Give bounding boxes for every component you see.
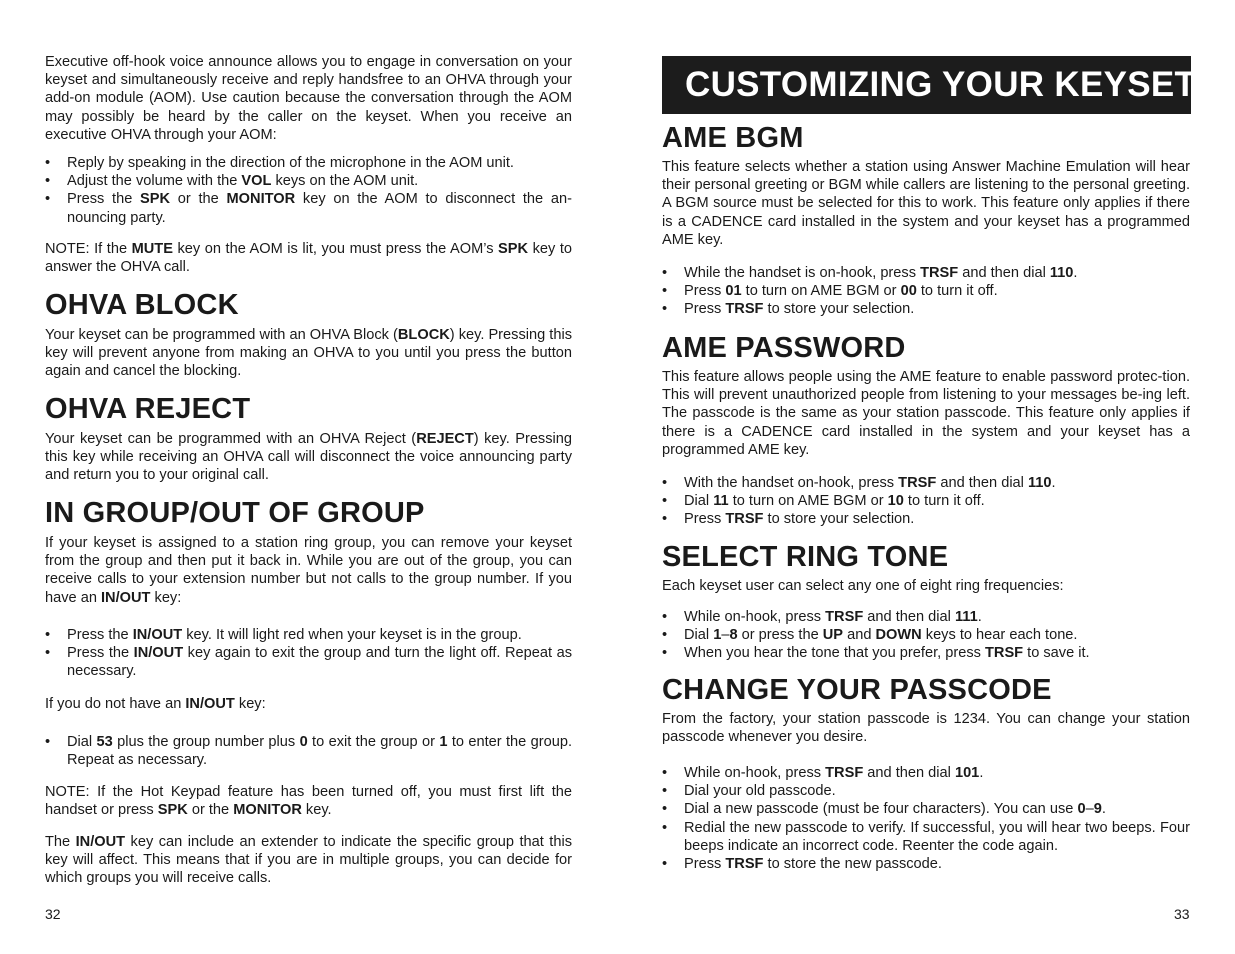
ohva-reject-heading: OHVA REJECT (45, 393, 251, 425)
key-name: 101 (954, 765, 980, 781)
hot-keypad-note: NOTE: If the Hot Keypad feature has been turned off, you must first lift the handset or press SPK or the MONITOR key. (45, 784, 572, 819)
key-name: IN/OUT (132, 627, 183, 643)
key-name: IN/OUT (75, 834, 126, 850)
ohva-block-heading: OHVA BLOCK (45, 289, 239, 321)
key-name: IN/OUT (133, 645, 184, 662)
section-banner (662, 56, 1197, 114)
key-name: TRSF (725, 511, 764, 528)
bullet-dot-icon: • (45, 173, 51, 190)
bullet-item: • When you hear the tone that you prefer, press TRSF to save it. (662, 645, 1090, 662)
key-name: 9 (1093, 801, 1102, 818)
ame-bgm-steps (662, 264, 1190, 319)
ame-bgm-body: This feature selects whether a station using Answer Machine Emulation will hear their personal greeting or BGM while callers are listening to the personal greeting. A BGM source must be selected for this to work. This feature only applies if there is a CADENCE card installed in the system and your keyset has a programmed AME key. (662, 159, 1190, 248)
extender-paragraph: The IN/OUT key can include an extender to indicate the specific group that this key will affect. This means that if you are in multiple groups, you can decide for which groups you will receive calls. (45, 834, 573, 887)
ame-bgm-heading: AME BGM (662, 122, 804, 154)
key-name: UP (822, 627, 844, 644)
ohva-reject-body: Your keyset can be programmed with an OHVA Reject (REJECT) key. Pressing this key while receiving an OHVA call will disconnect the voice announcing party and return you to your original call. (45, 431, 573, 484)
in-group-heading: IN GROUP/OUT OF GROUP (45, 497, 425, 529)
ohva-block-body: Your keyset can be programmed with an OHVA Block (BLOCK) key. Pressing this key will prevent anyone from making an OHVA to you until you press the button again and cancel the blocking. (45, 327, 572, 380)
bullet-dot-icon: • (45, 155, 51, 171)
change-passcode-body: From the factory, your station passcode is 1234. You can change your station passcode whenever you desire. (662, 711, 1190, 746)
key-name: TRSF (725, 856, 764, 873)
select-ring-tone-heading: SELECT RING TONE (662, 541, 949, 573)
select-ring-tone-body: Each keyset user can select any one of eight ring frequencies: (662, 578, 1064, 594)
key-name: BLOCK (397, 327, 450, 343)
page-number-left: 32 (45, 906, 61, 922)
bullet-item: • While on-hook, press TRSF and then dial 101. (662, 765, 984, 781)
bullet-dot-icon: • (662, 283, 668, 300)
bullet-dot-icon: • (662, 783, 668, 800)
bullet-item: • Press TRSF to store your selection. (662, 511, 915, 528)
key-name: TRSF (825, 609, 864, 625)
key-name: TRSF (920, 265, 959, 281)
bullet-item: • With the handset on-hook, press TRSF and then dial 110. (662, 475, 1056, 491)
aom-instructions-list (45, 154, 572, 227)
bullet-dot-icon: • (45, 191, 51, 208)
key-name: IN/OUT (101, 589, 151, 606)
key-name: 1 (713, 627, 722, 644)
dial-53-list (45, 733, 572, 769)
key-name: 110 (1027, 475, 1052, 491)
key-name: TRSF (984, 645, 1024, 662)
bullet-item: • Dial 11 to turn on AME BGM or 10 to turn it off. (662, 493, 985, 510)
bullet-dot-icon: • (662, 265, 668, 281)
bullet-dot-icon: • (662, 475, 668, 491)
key-name: 111 (954, 609, 978, 625)
page-number-right: 33 (1174, 906, 1190, 922)
key-name: TRSF (825, 765, 864, 781)
bullet-item: • Dial a new passcode (must be four characters). You can use 0–9. (662, 801, 1106, 818)
bullet-dot-icon: • (662, 819, 668, 836)
bullet-item: • Adjust the volume with the VOL keys on the AOM unit. (45, 173, 419, 190)
bullet-item: • Press 01 to turn on AME BGM or 00 to turn it off. (662, 283, 998, 300)
key-name: 00 (900, 283, 917, 300)
bullet-item: • Press TRSF to store your selection. (662, 301, 915, 318)
key-name: SPK (498, 241, 529, 257)
bullet-item: • Redial the new passcode to verify. If successful, you will hear two beeps. Four beeps indicate an incorrect code. Reenter the code again. (662, 819, 1190, 854)
bullet-dot-icon: • (662, 511, 668, 528)
key-name: 0 (1077, 801, 1086, 818)
intro-paragraph: Executive off-hook voice announce allows you to engage in conversation on your keyset and simultaneously receive and reply handsfree to an OHVA through your add-on module (AOM). Use caution because the conversation through the AOM may possibly be heard by the caller on the keyset. When you receive an executive OHVA through your AOM: (45, 54, 572, 143)
mute-note: NOTE: If the MUTE key on the AOM is lit, you must press the AOM’s SPK key to answer the OHVA call. (45, 241, 573, 276)
bullet-item: • Press the IN/OUT key again to exit the group and turn the light off. Repeat as necessary. (45, 645, 572, 680)
in-group-body: If your keyset is assigned to a station ring group, you can remove your keyset from the group and then put it back in. While you are out of the group, you can receive calls to your extension number but not calls to the group number. If you have an IN/OUT key: (45, 535, 572, 606)
no-in-out-key-text: If you do not have an IN/OUT key: (45, 696, 266, 712)
key-name: MUTE (131, 241, 173, 257)
key-name: 01 (725, 283, 742, 300)
bullet-item: • While on-hook, press TRSF and then dial 111. (662, 609, 982, 625)
key-name: TRSF (725, 301, 764, 318)
banner-title: CUSTOMIZING YOUR KEYSET (685, 65, 1197, 104)
ame-password-steps (662, 474, 1190, 529)
key-name: 11 (713, 493, 729, 510)
key-name: SPK (157, 802, 188, 819)
bullet-item: • Dial 53 plus the group number plus 0 to exit the group or 1 to enter the group. Repeat as necessary. (45, 734, 572, 769)
key-name: 1 (439, 734, 448, 750)
bullet-dot-icon: • (45, 627, 51, 643)
key-name: 10 (887, 493, 904, 510)
bullet-dot-icon: • (662, 609, 668, 625)
bullet-dot-icon: • (662, 493, 668, 510)
key-name: VOL (241, 173, 272, 190)
key-name: IN/OUT (185, 696, 235, 712)
key-name: 110 (1049, 265, 1074, 281)
in-out-key-list (45, 626, 572, 681)
key-name: 53 (96, 734, 113, 750)
bullet-dot-icon: • (662, 301, 668, 318)
key-name: 8 (729, 627, 738, 644)
key-name: MONITOR (226, 191, 296, 208)
bullet-dot-icon: • (662, 645, 668, 662)
bullet-item: • Dial 1–8 or press the UP and DOWN keys to hear each tone. (662, 627, 1078, 644)
bullet-item: • Reply by speaking in the direction of the microphone in the AOM unit. (45, 155, 514, 171)
ame-password-body: This feature allows people using the AME feature to enable password protec-tion. This will prevent unauthorized people from listening to your messages be-ing left. The passcode is the same as your station passcode. This feature only applies if there is a CADENCE card installed in the system and your keyset has a programmed AME key. (662, 369, 1190, 458)
bullet-dot-icon: • (662, 627, 668, 644)
passcode-steps (662, 764, 1190, 873)
ame-password-heading: AME PASSWORD (662, 332, 906, 364)
bullet-item: • Dial your old passcode. (662, 783, 836, 800)
ring-tone-steps (662, 608, 1190, 663)
key-name: 0 (299, 734, 308, 750)
bullet-item: • While the handset is on-hook, press TRSF and then dial 110. (662, 265, 1078, 281)
bullet-dot-icon: • (662, 765, 668, 781)
bullet-item: • Press the IN/OUT key. It will light red when your keyset is in the group. (45, 627, 522, 643)
bullet-item: • Press the SPK or the MONITOR key on the AOM to disconnect the an-nouncing party. (45, 191, 572, 226)
bullet-dot-icon: • (45, 645, 51, 662)
key-name: REJECT (416, 431, 474, 447)
key-name: DOWN (875, 627, 922, 644)
key-name: SPK (140, 191, 171, 208)
bullet-item: • Press TRSF to store the new passcode. (662, 856, 942, 873)
key-name: MONITOR (233, 802, 302, 819)
key-name: TRSF (898, 475, 937, 491)
bullet-dot-icon: • (662, 856, 668, 873)
bullet-dot-icon: • (662, 801, 668, 818)
change-passcode-heading: CHANGE YOUR PASSCODE (662, 674, 1052, 706)
bullet-dot-icon: • (45, 734, 51, 750)
